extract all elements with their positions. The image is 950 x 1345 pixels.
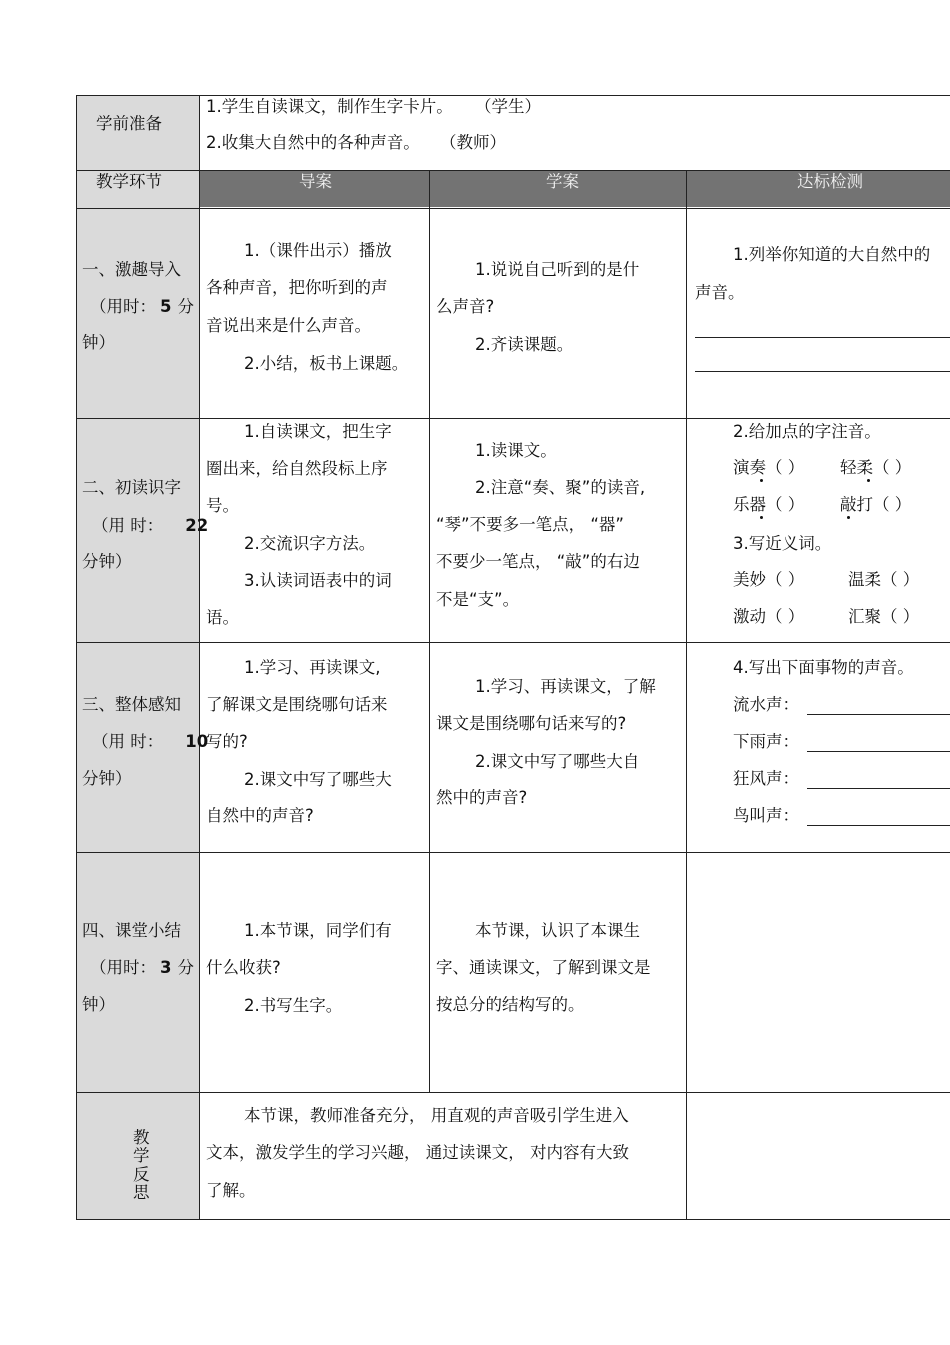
prep-line1: 1.学生自读课文，制作生字卡片。: [206, 97, 453, 116]
answer-blank-line: [807, 751, 950, 752]
row4-phase-unit: 钟）: [82, 995, 115, 1014]
emphasis-dot: [847, 516, 850, 519]
row1-phase-title: 一、激趣导入: [82, 260, 181, 279]
reflection-text-line: 了解。: [206, 1181, 256, 1200]
table-border-bottom: [76, 1219, 950, 1220]
table-border: [76, 1092, 950, 1093]
table-border: [76, 418, 950, 419]
header-guide: 导案: [299, 172, 332, 191]
table-border-top: [76, 95, 950, 96]
row3-guide-line: 写的?: [206, 732, 248, 751]
row2-learn-line: 不要少一笔点， “敲”的右边: [436, 552, 640, 571]
table-border-left: [76, 95, 77, 1219]
row4-phase-title: 四、课堂小结: [82, 921, 181, 940]
row3-learn-line: 课文是围绕哪句话来写的?: [436, 714, 627, 733]
reflection-text-line: 文本，激发学生的学习兴趣， 通过读课文， 对内容有大致: [206, 1143, 629, 1162]
row3-guide-line: 2.课文中写了哪些大: [244, 770, 392, 789]
row4-phase-time: （用时： 3 分: [90, 958, 194, 977]
row2-learn-line: 不是“支”。: [436, 590, 520, 609]
emphasis-dot: [760, 479, 763, 482]
table-border: [76, 208, 950, 209]
row2-guide-line: 圈出来，给自然段标上序: [206, 459, 388, 478]
row1-check-line: 1.列举你知道的大自然中的: [733, 245, 931, 264]
table-border: [429, 170, 430, 1092]
row1-learn-line: 么声音?: [436, 297, 495, 316]
row1-phase-time: （用时： 5 分: [90, 297, 194, 316]
table-border: [686, 170, 687, 1219]
prep-line1-note: （学生）: [475, 97, 541, 116]
row1-learn-line: 1.说说自己听到的是什: [475, 260, 640, 279]
emphasis-dot: [760, 516, 763, 519]
sound-item: 鸟叫声：: [733, 806, 799, 825]
sound-item: 下雨声：: [733, 732, 799, 751]
row2-guide-line: 1.自读课文，把生字: [244, 422, 392, 441]
table-border: [76, 642, 950, 643]
row2-phase-unit: 分钟）: [82, 552, 132, 571]
pinyin-item: 乐器（ ）: [733, 495, 805, 514]
header-check: 达标检测: [797, 172, 863, 191]
answer-blank-line: [807, 788, 950, 789]
row3-phase-unit: 分钟）: [82, 769, 132, 788]
header-phase: 教学环节: [96, 172, 162, 191]
row2-guide-line: 语。: [206, 608, 239, 627]
row1-phase-unit: 钟）: [82, 333, 115, 352]
synonym-item: 温柔（ ）: [848, 570, 920, 589]
reflection-label-char: 思: [133, 1183, 150, 1202]
emphasis-dot: [867, 479, 870, 482]
sound-item: 流水声：: [733, 695, 799, 714]
table-border: [76, 170, 950, 171]
row1-guide-line: 1.（课件出示）播放: [244, 241, 392, 260]
row2-guide-line: 3.认读词语表中的词: [244, 571, 392, 590]
row3-check-line: 4.写出下面事物的声音。: [733, 658, 914, 677]
row3-phase-title: 三、整体感知: [82, 695, 181, 714]
row2-phase-title: 二、初读识字: [82, 478, 181, 497]
row3-guide-line: 了解课文是围绕哪句话来: [206, 695, 388, 714]
reflection-text-line: 本节课，教师准备充分， 用直观的声音吸引学生进入: [244, 1106, 629, 1125]
table-border: [76, 852, 950, 853]
row2-learn-line: 1.读课文。: [475, 441, 557, 460]
reflection-label-char: 学: [133, 1146, 150, 1165]
row2-learn-line: 2.注意“奏、聚”的读音,: [475, 478, 646, 497]
row4-learn-line: 按总分的结构写的。: [436, 995, 585, 1014]
prep-label-cell: [76, 96, 199, 170]
row1-guide-line: 2.小结，板书上课题。: [244, 354, 409, 373]
prep-line2-note: （教师）: [440, 133, 506, 152]
row2-phase-time: （用 时： 22: [92, 516, 209, 535]
answer-blank-line: [695, 371, 950, 372]
row3-phase-time: （用 时： 10: [92, 732, 209, 751]
row4-learn-line: 本节课，认识了本课生: [475, 921, 640, 940]
prep-label: 学前准备: [96, 114, 162, 133]
row3-learn-line: 然中的声音?: [436, 788, 528, 807]
pinyin-item: 演奏（ ）: [733, 458, 805, 477]
row2-check-line: 3.写近义词。: [733, 534, 832, 553]
row3-learn-line: 1.学习、再读课文，了解: [475, 677, 656, 696]
row4-learn-line: 字、通读课文，了解到课文是: [436, 958, 651, 977]
table-border: [199, 95, 200, 1219]
reflection-label-char: 教: [133, 1128, 150, 1147]
reflection-label-char: 反: [133, 1165, 150, 1184]
synonym-item: 美妙（ ）: [733, 570, 805, 589]
row1-learn-line: 2.齐读课题。: [475, 335, 574, 354]
row3-guide-line: 自然中的声音?: [206, 806, 314, 825]
row2-learn-line: “琴”不要多一笔点， “器”: [436, 515, 624, 534]
row1-guide-line: 各种声音，把你听到的声: [206, 278, 388, 297]
row3-learn-line: 2.课文中写了哪些大自: [475, 752, 640, 771]
prep-line2: 2.收集大自然中的各种声音。: [206, 133, 420, 152]
row2-check-line: 2.给加点的字注音。: [733, 422, 881, 441]
answer-blank-line: [807, 825, 950, 826]
row3-guide-line: 1.学习、再读课文,: [244, 658, 381, 677]
row2-guide-line: 号。: [206, 496, 239, 515]
row4-guide-line: 什么收获?: [206, 958, 281, 977]
row4-guide-line: 2.书写生字。: [244, 996, 343, 1015]
row2-guide-line: 2.交流识字方法。: [244, 534, 376, 553]
row1-guide-line: 音说出来是什么声音。: [206, 316, 371, 335]
synonym-item: 汇聚（ ）: [848, 607, 920, 626]
synonym-item: 激动（ ）: [733, 607, 805, 626]
sound-item: 狂风声：: [733, 769, 799, 788]
row4-guide-line: 1.本节课，同学们有: [244, 921, 392, 940]
pinyin-item: 轻柔（ ）: [840, 458, 912, 477]
row1-check-line: 声音。: [695, 283, 745, 302]
header-learn: 学案: [546, 172, 579, 191]
pinyin-item: 敲打（ ）: [840, 495, 912, 514]
answer-blank-line: [807, 714, 950, 715]
answer-blank-line: [695, 337, 950, 338]
